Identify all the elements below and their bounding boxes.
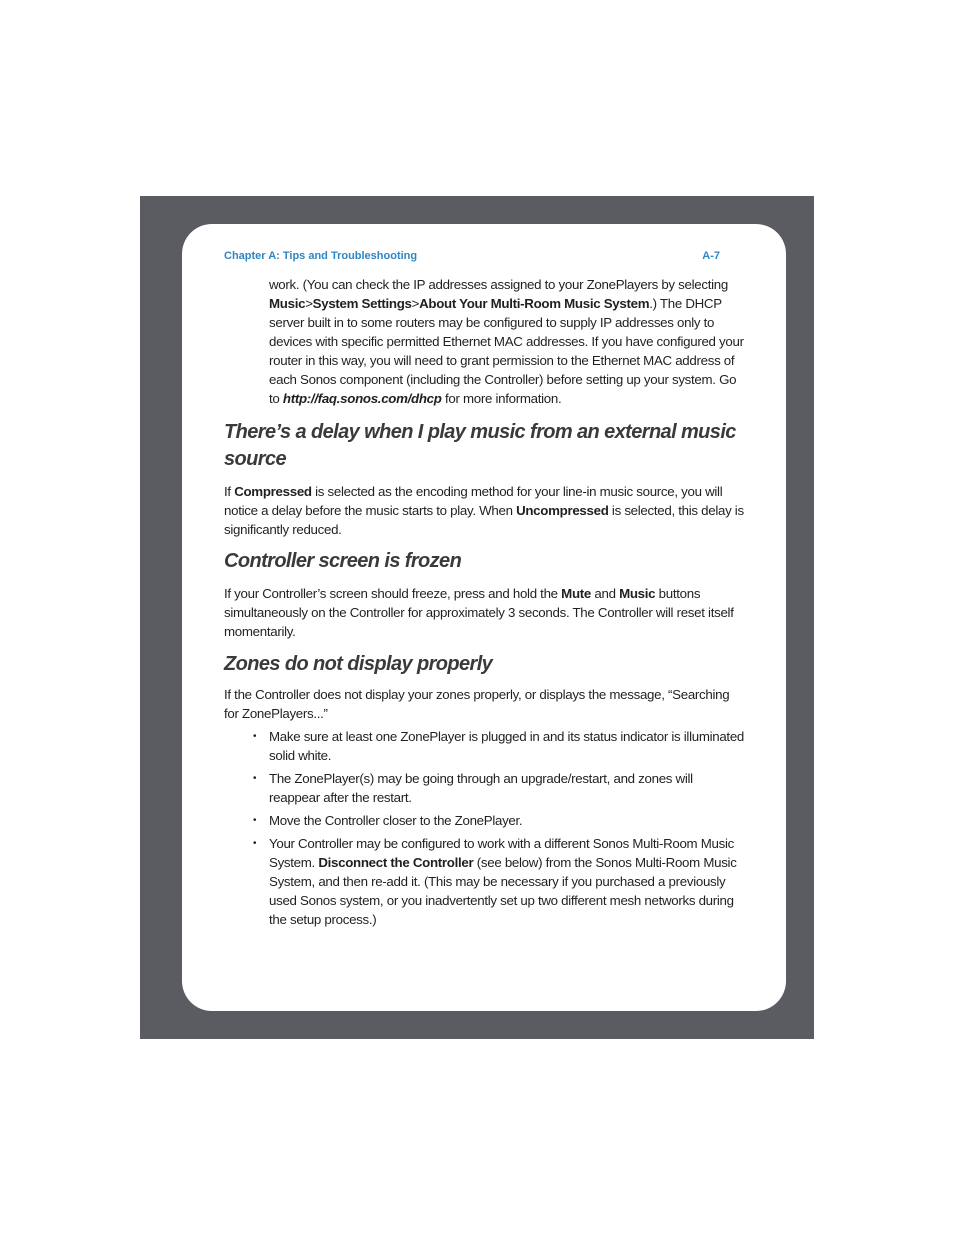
- heading-frozen: Controller screen is frozen: [224, 550, 462, 572]
- intro-tail: for more information.: [441, 391, 562, 406]
- compressed-term: Compressed: [234, 484, 312, 499]
- list-item: [253, 769, 745, 807]
- frozen-text-a: If your Controller’s screen should freeze, press and hold the: [224, 586, 562, 601]
- delay-paragraph: [224, 482, 745, 539]
- heading-zones: Zones do not display properly: [224, 653, 493, 675]
- frozen-text-b: and: [591, 586, 620, 601]
- menu-separator: >: [411, 296, 420, 311]
- intro-middle: .) The DHCP server built in to some routers may be configured to supply IP addresses only to devices with specific permitted Ethernet MAC addresses. If you have configured your router in this way, you will need to grant permission to the Ethernet MAC address of each Sonos component (including the Controller) before setting up your system. Go to: [269, 296, 744, 406]
- mute-term: Mute: [561, 586, 591, 601]
- list-item: [253, 727, 745, 765]
- page-content: [224, 275, 745, 933]
- list-item: [253, 834, 745, 929]
- delay-text-c: is selected, this delay is significantly reduced.: [224, 503, 744, 537]
- list-item-text: The ZonePlayer(s) may be going through an upgrade/restart, and zones will reappear after the restart.: [269, 771, 693, 805]
- bullet4-text-a: Your Controller may be configured to work with a different Sonos Multi-Room Music System.: [269, 836, 734, 870]
- music-term: Music: [619, 586, 656, 601]
- delay-text-b: is selected as the encoding method for your line-in music source, you will notice a delay before the music starts to play. When: [224, 484, 723, 518]
- bullet-icon: •: [253, 773, 257, 784]
- zones-bullet-list: [224, 727, 745, 929]
- intro-paragraph: [269, 275, 745, 408]
- bullet-icon: •: [253, 815, 257, 826]
- list-item: [253, 811, 745, 830]
- heading-delay: There’s a delay when I play music from an external music source: [224, 421, 736, 470]
- faq-link[interactable]: http://faq.sonos.com/dhcp: [282, 391, 442, 406]
- disconnect-term: Disconnect the Controller: [318, 855, 474, 870]
- intro-lead: work. (You can check the IP addresses assigned to your ZonePlayers by selecting: [269, 277, 728, 292]
- bullet-icon: •: [253, 731, 257, 742]
- frozen-paragraph: [224, 584, 745, 641]
- list-item-text: Make sure at least one ZonePlayer is plugged in and its status indicator is illuminated solid white.: [269, 729, 745, 763]
- menu-music: Music: [269, 296, 306, 311]
- uncompressed-term: Uncompressed: [516, 503, 609, 518]
- bullet-icon: •: [253, 838, 257, 849]
- list-item-text: Move the Controller closer to the ZonePlayer.: [269, 813, 523, 828]
- page-number: A-7: [702, 250, 720, 262]
- bullet4-text-b: (see below) from the Sonos Multi-Room Music System, and then re-add it. (This may be necessary if you purchased a previously used Sonos system, or you inadvertently set up two different mesh networks during the setup process.): [269, 855, 737, 927]
- chapter-title: Chapter A: Tips and Troubleshooting: [224, 250, 418, 262]
- delay-text-a: If: [224, 484, 235, 499]
- menu-about: About Your Multi-Room Music System: [419, 296, 650, 311]
- zones-intro: If the Controller does not display your zones properly, or displays the message, “Searching for ZonePlayers...”: [224, 687, 730, 721]
- list-item-text: [269, 834, 745, 929]
- menu-separator: >: [305, 296, 313, 311]
- menu-system-settings: System Settings: [312, 296, 412, 311]
- frozen-text-c: buttons simultaneously on the Controller for approximately 3 seconds. The Controller will reset itself momentarily.: [224, 586, 734, 639]
